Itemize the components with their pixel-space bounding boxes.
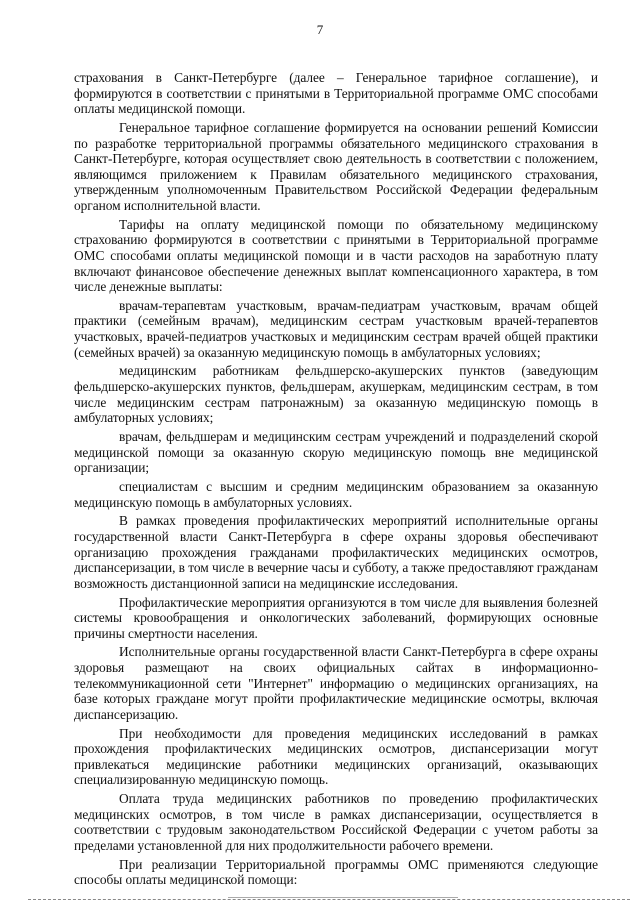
paragraph-tariffs-formation: Тарифы на оплату медицинской помощи по обязательному медицинскому страхованию формируются в соответствии с принятыми в Территориальной программе ОМС способами оплаты медицинской помощи и в части расходов на заработную плату включают финансовое обеспечение денежных выплат компенсационного характера, в том числе денежные выплаты: [74,216,598,295]
page-number: 7 [316,22,324,37]
scan-edge-line-center [228,897,458,898]
paragraph-labor-payment: Оплата труда медицинских работников по проведению профилактических медицинских осмотров, в том числе в рамках диспансеризации, осуществляется в соответствии с трудовым законодательством Российской Федерации с учетом работы за пределами установленной для них продолжительности рабочего времени. [74,791,598,853]
paragraph-general-tariff-agreement: Генеральное тарифное соглашение формируется на основании решений Комиссии по разработке территориальной программы обязательного медицинского страхования в Санкт-Петербурге, которая осуществляет свою деятельность в соответствии с положением, являющимся приложением к Правилам обязательного медицинского страхования, утвержденным уполномоченным Правительством Российской Федерации федеральным органом исполнительной власти. [74,119,598,213]
paragraph-internet-information: Исполнительные органы государственной власти Санкт-Петербурга в сфере охраны здоровья размещают на своих официальных сайтах в информационно-телекоммуникационной сети "Интернет" информацию о медицинских организациях, на базе которых граждане могут пройти профилактические медицинские осмотры, включая диспансеризацию. [74,644,598,722]
scan-edge-line [28,899,630,900]
paragraph-preventive-measures: В рамках проведения профилактических мероприятий исполнительные органы государственной власти Санкт-Петербурга в сфере охраны здоровья обеспечивают организацию прохождения гражданами профилактических медицинских осмотров, диспансеризации, в том числе в вечерние часы и субботу, а также предоставляют гражданам возможность дистанционной записи на медицинские исследования. [74,513,598,591]
list-item-feldsher-obstetric-workers: медицинским работникам фельдшерско-акушерских пунктов (заведующим фельдшерско-акушерских пунктов, фельдшерам, акушеркам, медицинским сестрам, в том числе медицинским сестрам патронажным) за оказанную медицинскую помощь в амбулаторных условиях; [74,363,598,426]
list-item-specialists: специалистам с высшим и средним медицинским образованием за оказанную медицинскую помощь в амбулаторных условиях. [74,478,598,510]
document-body [74,70,598,891]
paragraph-payment-methods-intro: При реализации Территориальной программы ОМС применяются следующие способы оплаты медицинской помощи: [74,856,598,888]
list-item-ambulance-staff: врачам, фельдшерам и медицинским сестрам учреждений и подразделений скорой медицинской помощи за оказанную скорую медицинскую помощь вне медицинской организации; [74,429,598,476]
paragraph-preventive-purpose: Профилактические мероприятия организуются в том числе для выявления болезней системы кровообращения и онкологических заболеваний, формирующих основные причины смертности населения. [74,594,598,641]
list-item-district-doctors: врачам-терапевтам участковым, врачам-педиатрам участковым, врачам общей практики (семейным врачам), медицинским сестрам участковым врачей-терапевтов участковых, врачей-педиатров участковых и медицинским сестрам врачей общей практики (семейных врачей) за оказанную медицинскую помощь в амбулаторных условиях; [74,297,598,360]
paragraph-tariff-agreement-continuation: страхования в Санкт-Петербурге (далее – Генеральное тарифное соглашение), и формируются в соответствии с принятыми в Территориальной программе ОМС способами оплаты медицинской помощи. [74,70,598,117]
paragraph-specialist-involvement: При необходимости для проведения медицинских исследований в рамках прохождения профилактических медицинских осмотров, диспансеризации могут привлекаться медицинские работники медицинских организаций, оказывающих специализированную медицинскую помощь. [74,725,598,788]
